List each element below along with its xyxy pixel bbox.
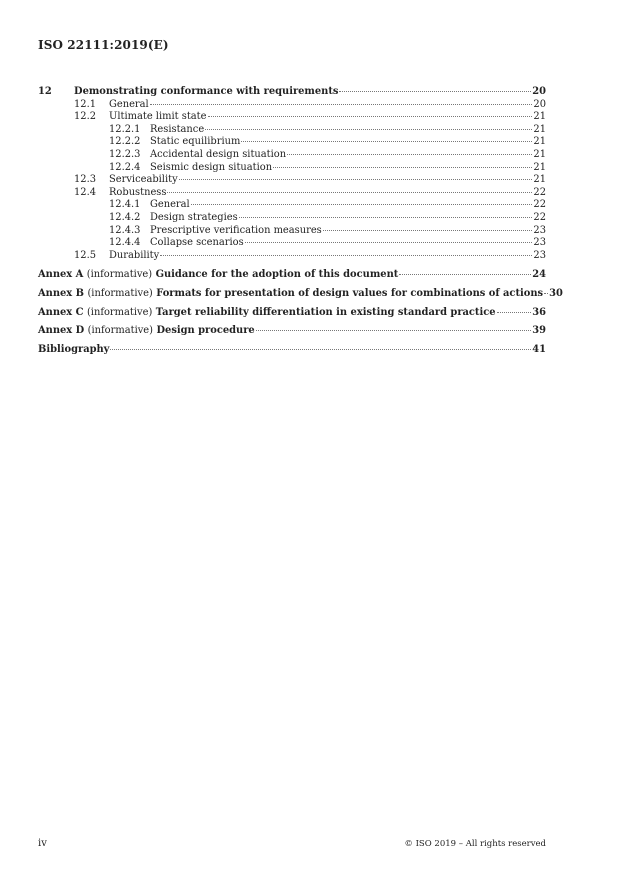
dot-leader <box>273 167 532 168</box>
toc-number: 12.2.3 <box>109 148 141 160</box>
annex-label: Annex D <box>38 325 85 337</box>
annex-type: (informative) <box>86 269 153 281</box>
toc-title: Accidental design situation <box>150 148 287 160</box>
toc-title: Ultimate limit state <box>109 111 207 123</box>
toc-title: Target reliability differentiation in existing standard practice <box>155 306 496 318</box>
toc-title: Resistance <box>150 123 205 135</box>
toc-title: Collapse scenarios <box>150 237 244 249</box>
toc-number: 12.4.4 <box>109 237 141 249</box>
toc-page: 23 <box>533 224 546 236</box>
toc-number: 12.4.2 <box>109 211 141 223</box>
toc-entry-annex-d[interactable] <box>38 322 546 341</box>
toc-number: 12 <box>38 86 52 97</box>
copyright-notice: © ISO 2019 – All rights reserved <box>404 839 546 849</box>
toc-title: Serviceability <box>109 174 178 186</box>
toc-number: 12.5 <box>74 249 96 261</box>
toc-page: 41 <box>532 343 546 355</box>
dot-leader <box>245 242 533 243</box>
dot-leader <box>241 141 532 142</box>
toc-page: 20 <box>532 86 546 97</box>
toc-title: Formats for presentation of design values for combinations of actions <box>156 287 544 299</box>
toc-title: General <box>109 98 149 110</box>
toc-title: General <box>150 199 190 211</box>
toc-title: Prescriptive verification measures <box>150 224 322 236</box>
toc-number: 12.2 <box>74 111 96 123</box>
dot-leader <box>544 293 548 294</box>
toc-page: 21 <box>533 123 546 135</box>
toc-number: 12.1 <box>74 98 96 110</box>
dot-leader <box>339 91 531 92</box>
toc-entry-12-2-2[interactable] <box>38 136 546 149</box>
toc-number: 12.2.4 <box>109 161 141 173</box>
toc-page: 30 <box>549 287 563 299</box>
toc-number: 12.2.2 <box>109 136 141 148</box>
toc-page: 21 <box>533 174 546 186</box>
dot-leader <box>497 312 532 313</box>
annex-type: (informative) <box>87 325 154 337</box>
annex-type: (informative) <box>86 306 153 318</box>
toc-page: 39 <box>532 325 546 337</box>
dot-leader <box>287 154 532 155</box>
toc-number: 12.2.1 <box>109 123 141 135</box>
toc-entry-12[interactable] <box>38 86 546 99</box>
toc-entry-12-4[interactable] <box>38 187 546 200</box>
toc-entry-12-2-4[interactable] <box>38 162 546 175</box>
toc-entry-12-4-3[interactable] <box>38 225 546 238</box>
toc-title: Guidance for the adoption of this document <box>155 269 399 281</box>
toc-page: 24 <box>532 269 546 281</box>
dot-leader <box>205 129 532 130</box>
toc-title: Durability <box>109 249 160 261</box>
dot-leader <box>256 330 532 331</box>
toc-number: 12.4.1 <box>109 199 141 211</box>
toc-page: 23 <box>533 237 546 249</box>
toc-title: Seismic design situation <box>150 161 273 173</box>
toc-title: Design procedure <box>156 325 255 337</box>
dot-leader <box>167 192 532 193</box>
toc-page: 21 <box>533 111 546 123</box>
toc-entry-12-4-2[interactable] <box>38 212 546 225</box>
toc-page: 20 <box>533 98 546 110</box>
toc-entry-annex-a[interactable] <box>38 266 546 285</box>
toc-entry-12-1[interactable] <box>38 99 546 112</box>
toc-title: Demonstrating conformance with requirements <box>74 86 339 97</box>
page-number: iv <box>38 838 47 849</box>
toc-page: 21 <box>533 161 546 173</box>
toc-title: Design strategies <box>150 211 238 223</box>
toc-page: 22 <box>533 199 546 211</box>
dot-leader <box>208 116 533 117</box>
toc-entry-bibliography[interactable] <box>38 341 546 360</box>
toc-page: 36 <box>532 306 546 318</box>
toc-number: 12.3 <box>74 174 96 186</box>
dot-leader <box>323 230 533 231</box>
dot-leader <box>110 349 531 350</box>
toc-entry-12-2[interactable] <box>38 111 546 124</box>
toc-title: Robustness <box>109 186 167 198</box>
toc-entry-12-4-4[interactable] <box>38 237 546 250</box>
toc-title: Static equilibrium <box>150 136 241 148</box>
toc-page: 22 <box>533 186 546 198</box>
dot-leader <box>179 179 533 180</box>
toc-page: 21 <box>533 136 546 148</box>
dot-leader <box>150 104 533 105</box>
toc-entry-12-2-3[interactable] <box>38 149 546 162</box>
toc-entry-12-5[interactable] <box>38 250 546 263</box>
annex-label: Annex B <box>38 287 84 299</box>
dot-leader <box>191 204 533 205</box>
toc-entry-12-2-1[interactable] <box>38 124 546 137</box>
annex-label: Annex A <box>38 269 84 281</box>
toc-entry-annex-c[interactable] <box>38 304 546 323</box>
document-id-header: ISO 22111:2019(E) <box>38 38 169 52</box>
toc-entry-12-3[interactable] <box>38 174 546 187</box>
annex-label: Annex C <box>38 306 84 318</box>
dot-leader <box>239 217 533 218</box>
dot-leader <box>160 255 532 256</box>
toc-number: 12.4.3 <box>109 224 141 236</box>
toc-page: 22 <box>533 211 546 223</box>
dot-leader <box>399 274 531 275</box>
table-of-contents <box>38 86 563 359</box>
toc-page: 23 <box>533 249 546 261</box>
toc-entry-annex-b[interactable] <box>38 285 563 304</box>
toc-entry-12-4-1[interactable] <box>38 199 546 212</box>
annex-type: (informative) <box>87 287 153 299</box>
toc-number: 12.4 <box>74 186 96 198</box>
toc-title: Bibliography <box>38 343 110 355</box>
toc-page: 21 <box>533 148 546 160</box>
